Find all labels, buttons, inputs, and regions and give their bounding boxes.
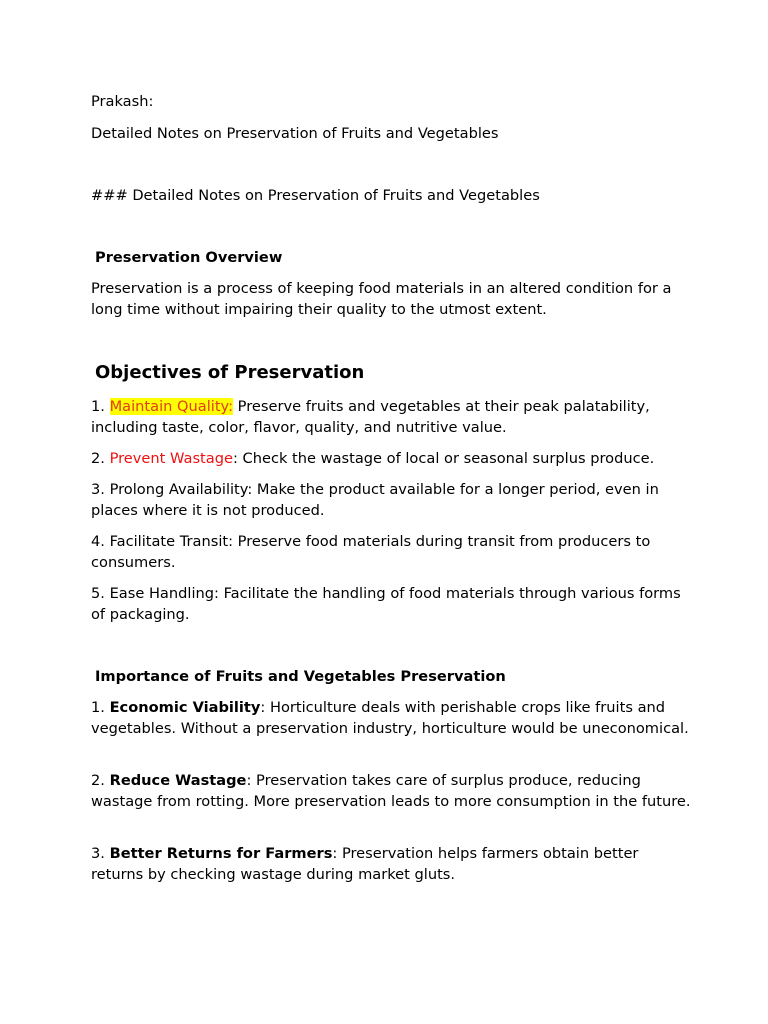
item-number: 3. — [91, 845, 110, 862]
item-term: Prolong Availability — [109, 481, 248, 498]
item-text: : Preservation helps farmers obtain better returns by checking wastage during market gluts. — [91, 845, 639, 883]
item-number: 4. — [91, 533, 110, 550]
importance-item-2 — [91, 770, 691, 812]
objective-item-5 — [91, 583, 691, 625]
bold-term: Economic Viability — [109, 699, 261, 716]
objective-item-4 — [91, 531, 691, 573]
markdown-heading: ### Detailed Notes on Preservation of Fruits and Vegetables — [91, 187, 540, 204]
bold-term: Reduce Wastage — [109, 772, 247, 789]
overview-text: Preservation is a process of keeping food materials in an altered condition for a long time without impairing their quality to the utmost extent. — [91, 280, 672, 318]
item-term: Facilitate Transit — [109, 533, 229, 550]
item-text: : Preserve food materials during transit from producers to consumers. — [91, 533, 651, 571]
item-number: 1. — [91, 699, 110, 716]
bold-term: Better Returns for Farmers — [109, 845, 333, 862]
objective-item-1 — [91, 396, 691, 438]
author-line: Prakash: — [91, 93, 154, 110]
item-text: : Make the product available for a longer period, even in places where it is not produced. — [91, 481, 659, 519]
objective-item-3 — [91, 479, 691, 521]
item-text: : Facilitate the handling of food materials through various forms of packaging. — [91, 585, 681, 623]
item-text: Preserve fruits and vegetables at their peak palatability, including taste, color, flavor, quality, and nutritive value. — [91, 398, 650, 436]
item-text: : Preservation takes care of surplus produce, reducing wastage from rotting. More preservation leads to more consumption in the future. — [91, 772, 691, 810]
item-text: : Check the wastage of local or seasonal surplus produce. — [232, 450, 655, 467]
item-number: 1. — [91, 398, 110, 415]
item-number: 2. — [91, 772, 110, 789]
objective-item-2 — [91, 448, 691, 469]
importance-item-1 — [91, 697, 691, 739]
highlighted-term: Maintain Quality: — [109, 398, 234, 415]
objectives-heading: Objectives of Preservation — [95, 362, 365, 383]
item-term: Ease Handling — [109, 585, 215, 602]
doc-title: Detailed Notes on Preservation of Fruits and Vegetables — [91, 125, 499, 142]
item-number: 2. — [91, 450, 110, 467]
importance-item-3 — [91, 843, 691, 885]
overview-heading: Preservation Overview — [95, 249, 283, 266]
red-term: Prevent Wastage — [109, 450, 233, 467]
item-number: 5. — [91, 585, 110, 602]
item-number: 3. — [91, 481, 110, 498]
item-text: : Horticulture deals with perishable crops like fruits and vegetables. Without a preservation industry, horticulture would be uneconomical. — [91, 699, 689, 737]
importance-heading: Importance of Fruits and Vegetables Preservation — [95, 668, 506, 685]
